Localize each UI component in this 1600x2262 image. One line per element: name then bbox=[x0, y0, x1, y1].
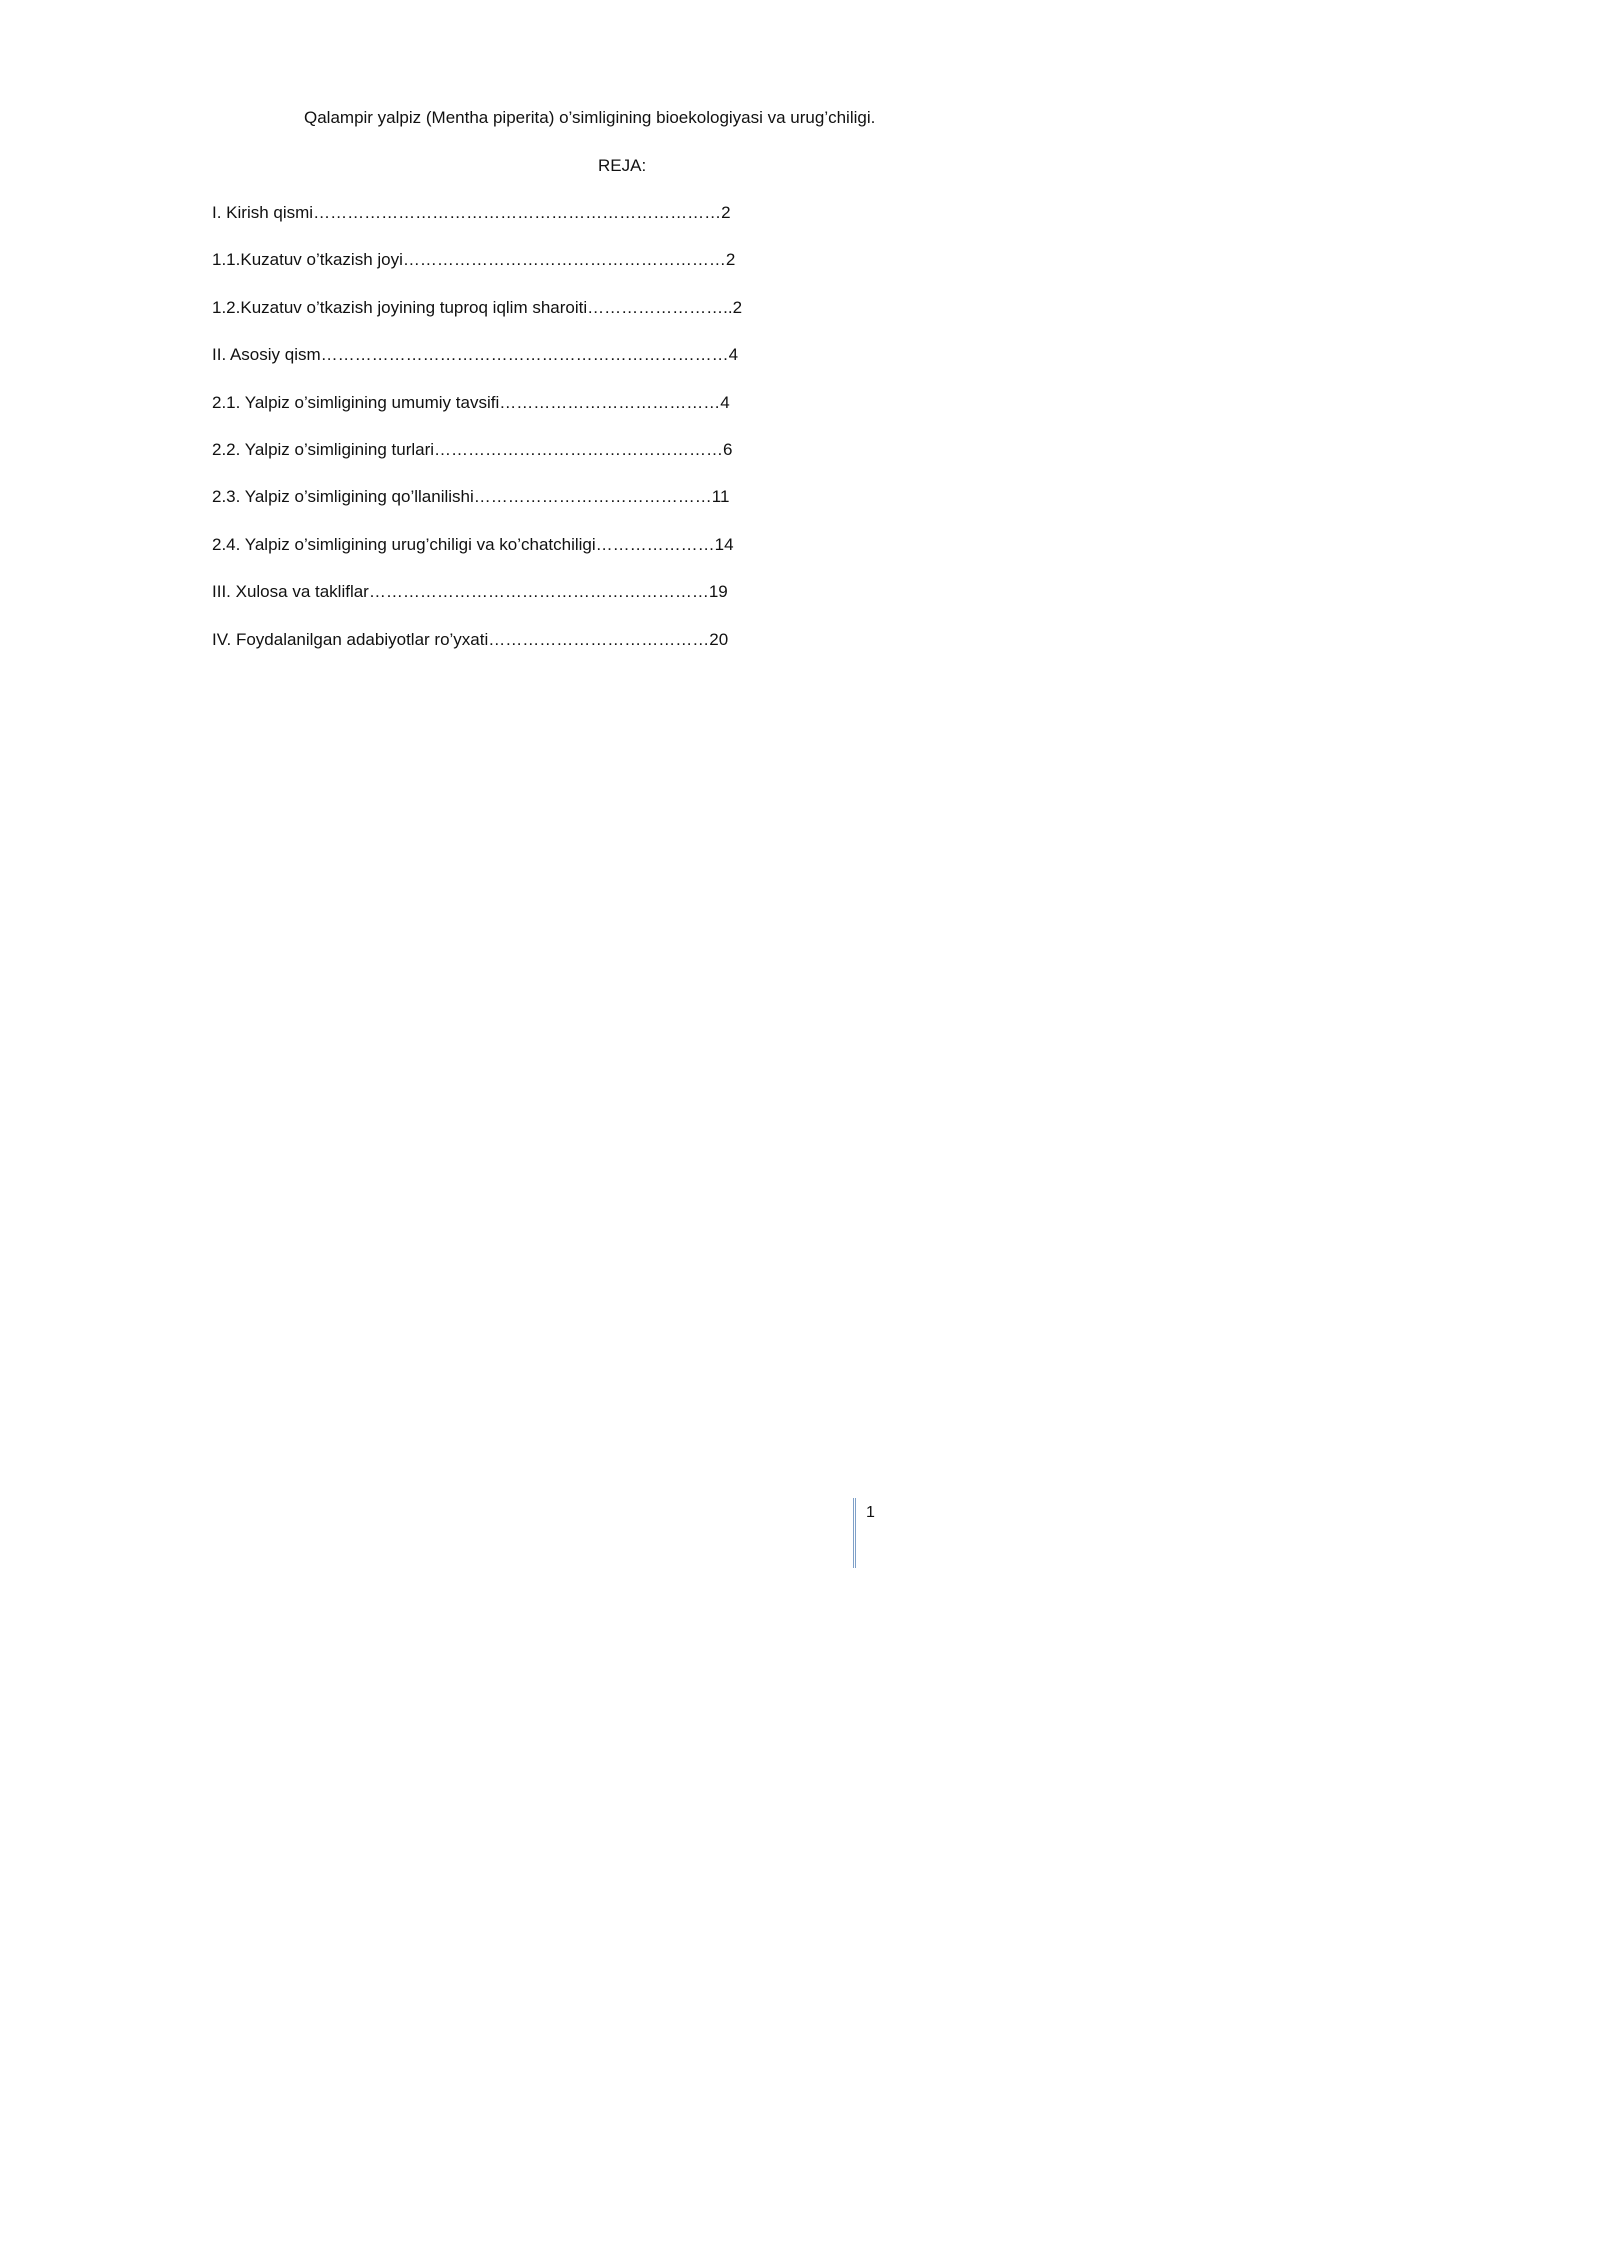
toc-item: 1.1.Kuzatuv o’tkazish joyi…………………………………………………2 bbox=[212, 250, 736, 270]
page-number: 1 bbox=[866, 1504, 875, 1521]
toc-item: 2.2. Yalpiz o’simligining turlari……………………………………………6 bbox=[212, 439, 733, 459]
plan-heading: REJA: bbox=[598, 156, 647, 175]
footer-divider bbox=[853, 1498, 856, 1568]
toc-item: IV. Foydalanilgan adabiyotlar ro’yxati…………………………………20 bbox=[212, 629, 729, 649]
page-footer bbox=[853, 1498, 893, 1568]
toc-item: 2.4. Yalpiz o’simligining urug’chiligi va ko’chatchiligi…………………14 bbox=[212, 534, 734, 554]
document-page bbox=[0, 0, 1107, 1568]
toc-item: 2.1. Yalpiz o’simligining umumiy tavsifi…………………………………4 bbox=[212, 392, 730, 412]
toc-item: I. Kirish qismi………………………………………………………………2 bbox=[212, 203, 731, 222]
toc-item: III. Xulosa va takliflar……………………………………………………19 bbox=[212, 582, 728, 602]
toc-item: II. Asosiy qism………………………………………………………………4 bbox=[212, 345, 739, 365]
document-title: Qalampir yalpiz (Mentha piperita) o’simligining bioekologiyasi va urug’chiligi. bbox=[304, 108, 876, 127]
table-of-contents bbox=[212, 201, 742, 675]
toc-item: 2.3. Yalpiz o’simligining qo’llanilishi……………………………………11 bbox=[212, 487, 730, 507]
toc-item: 1.2.Kuzatuv o’tkazish joyining tuproq iqlim sharoiti……………………..2 bbox=[212, 297, 743, 317]
